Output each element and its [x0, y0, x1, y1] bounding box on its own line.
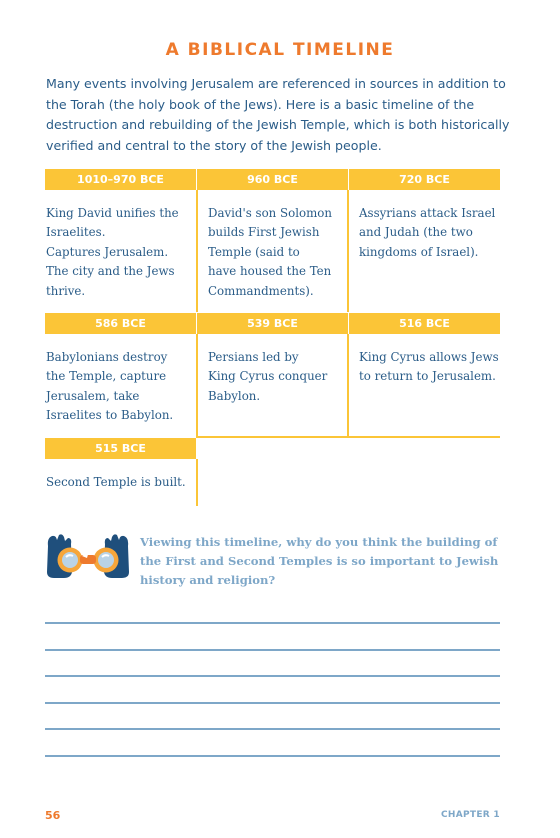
timeline-date-720: 720 BCE — [349, 169, 500, 190]
reflection-question: Viewing this timeline, why do you think the building of the First and Second Temples is so important to Jewish history and religion? — [140, 535, 499, 587]
binoculars-icon — [44, 532, 132, 580]
answer-line[interactable] — [45, 728, 500, 730]
answer-line[interactable] — [45, 649, 500, 651]
timeline-date-539: 539 BCE — [197, 313, 348, 334]
timeline-divider — [196, 459, 198, 506]
answer-line[interactable] — [45, 622, 500, 624]
timeline-event-text: Babylonians destroy the Temple, capture Jerusalem, take Israelites to Babylon. — [46, 350, 174, 423]
chapter-label: CHAPTER 1 — [440, 810, 500, 820]
answer-line[interactable] — [45, 675, 500, 677]
timeline-divider — [347, 190, 349, 312]
timeline-row-1 — [45, 169, 500, 312]
timeline-divider — [196, 190, 198, 312]
timeline-event-text: David's son Solomon builds First Jewish Temple (said to have housed the Ten Commandments). — [208, 206, 332, 298]
timeline-date-515: 515 BCE — [45, 438, 196, 459]
timeline-date-516: 516 BCE — [349, 313, 500, 334]
timeline-event-text: Persians led by King Cyrus conquer Babylon. — [208, 350, 328, 403]
timeline-divider — [347, 334, 349, 437]
intro-paragraph: Many events involving Jerusalem are referenced in sources in addition to the Torah (the holy book of the Jews). Here is a basic timeline of the destruction and rebuilding of the Jewish Temple, which is both historically verified and central to the story of the Jewish people. — [46, 76, 510, 153]
timeline-event-text: Assyrians attack Israel and Judah (the two kingdoms of Israel). — [359, 206, 496, 259]
timeline-date-1010-970: 1010–970 BCE — [45, 169, 196, 190]
timeline-event-text: King Cyrus allows Jews to return to Jerusalem. — [359, 350, 499, 384]
timeline-row-2 — [45, 313, 500, 437]
timeline-date-586: 586 BCE — [45, 313, 196, 334]
answer-line[interactable] — [45, 702, 500, 704]
timeline-divider — [196, 334, 198, 437]
timeline-event-text: King David unifies the Israelites. Captures Jerusalem. The city and the Jews thrive. — [46, 206, 179, 298]
answer-line[interactable] — [45, 755, 500, 757]
timeline-event-text: Second Temple is built. — [46, 475, 186, 489]
timeline-date-960: 960 BCE — [197, 169, 348, 190]
page-title: A BIBLICAL TIMELINE — [165, 40, 395, 60]
timeline-row-3 — [45, 438, 500, 506]
page-number: 56 — [45, 809, 61, 822]
